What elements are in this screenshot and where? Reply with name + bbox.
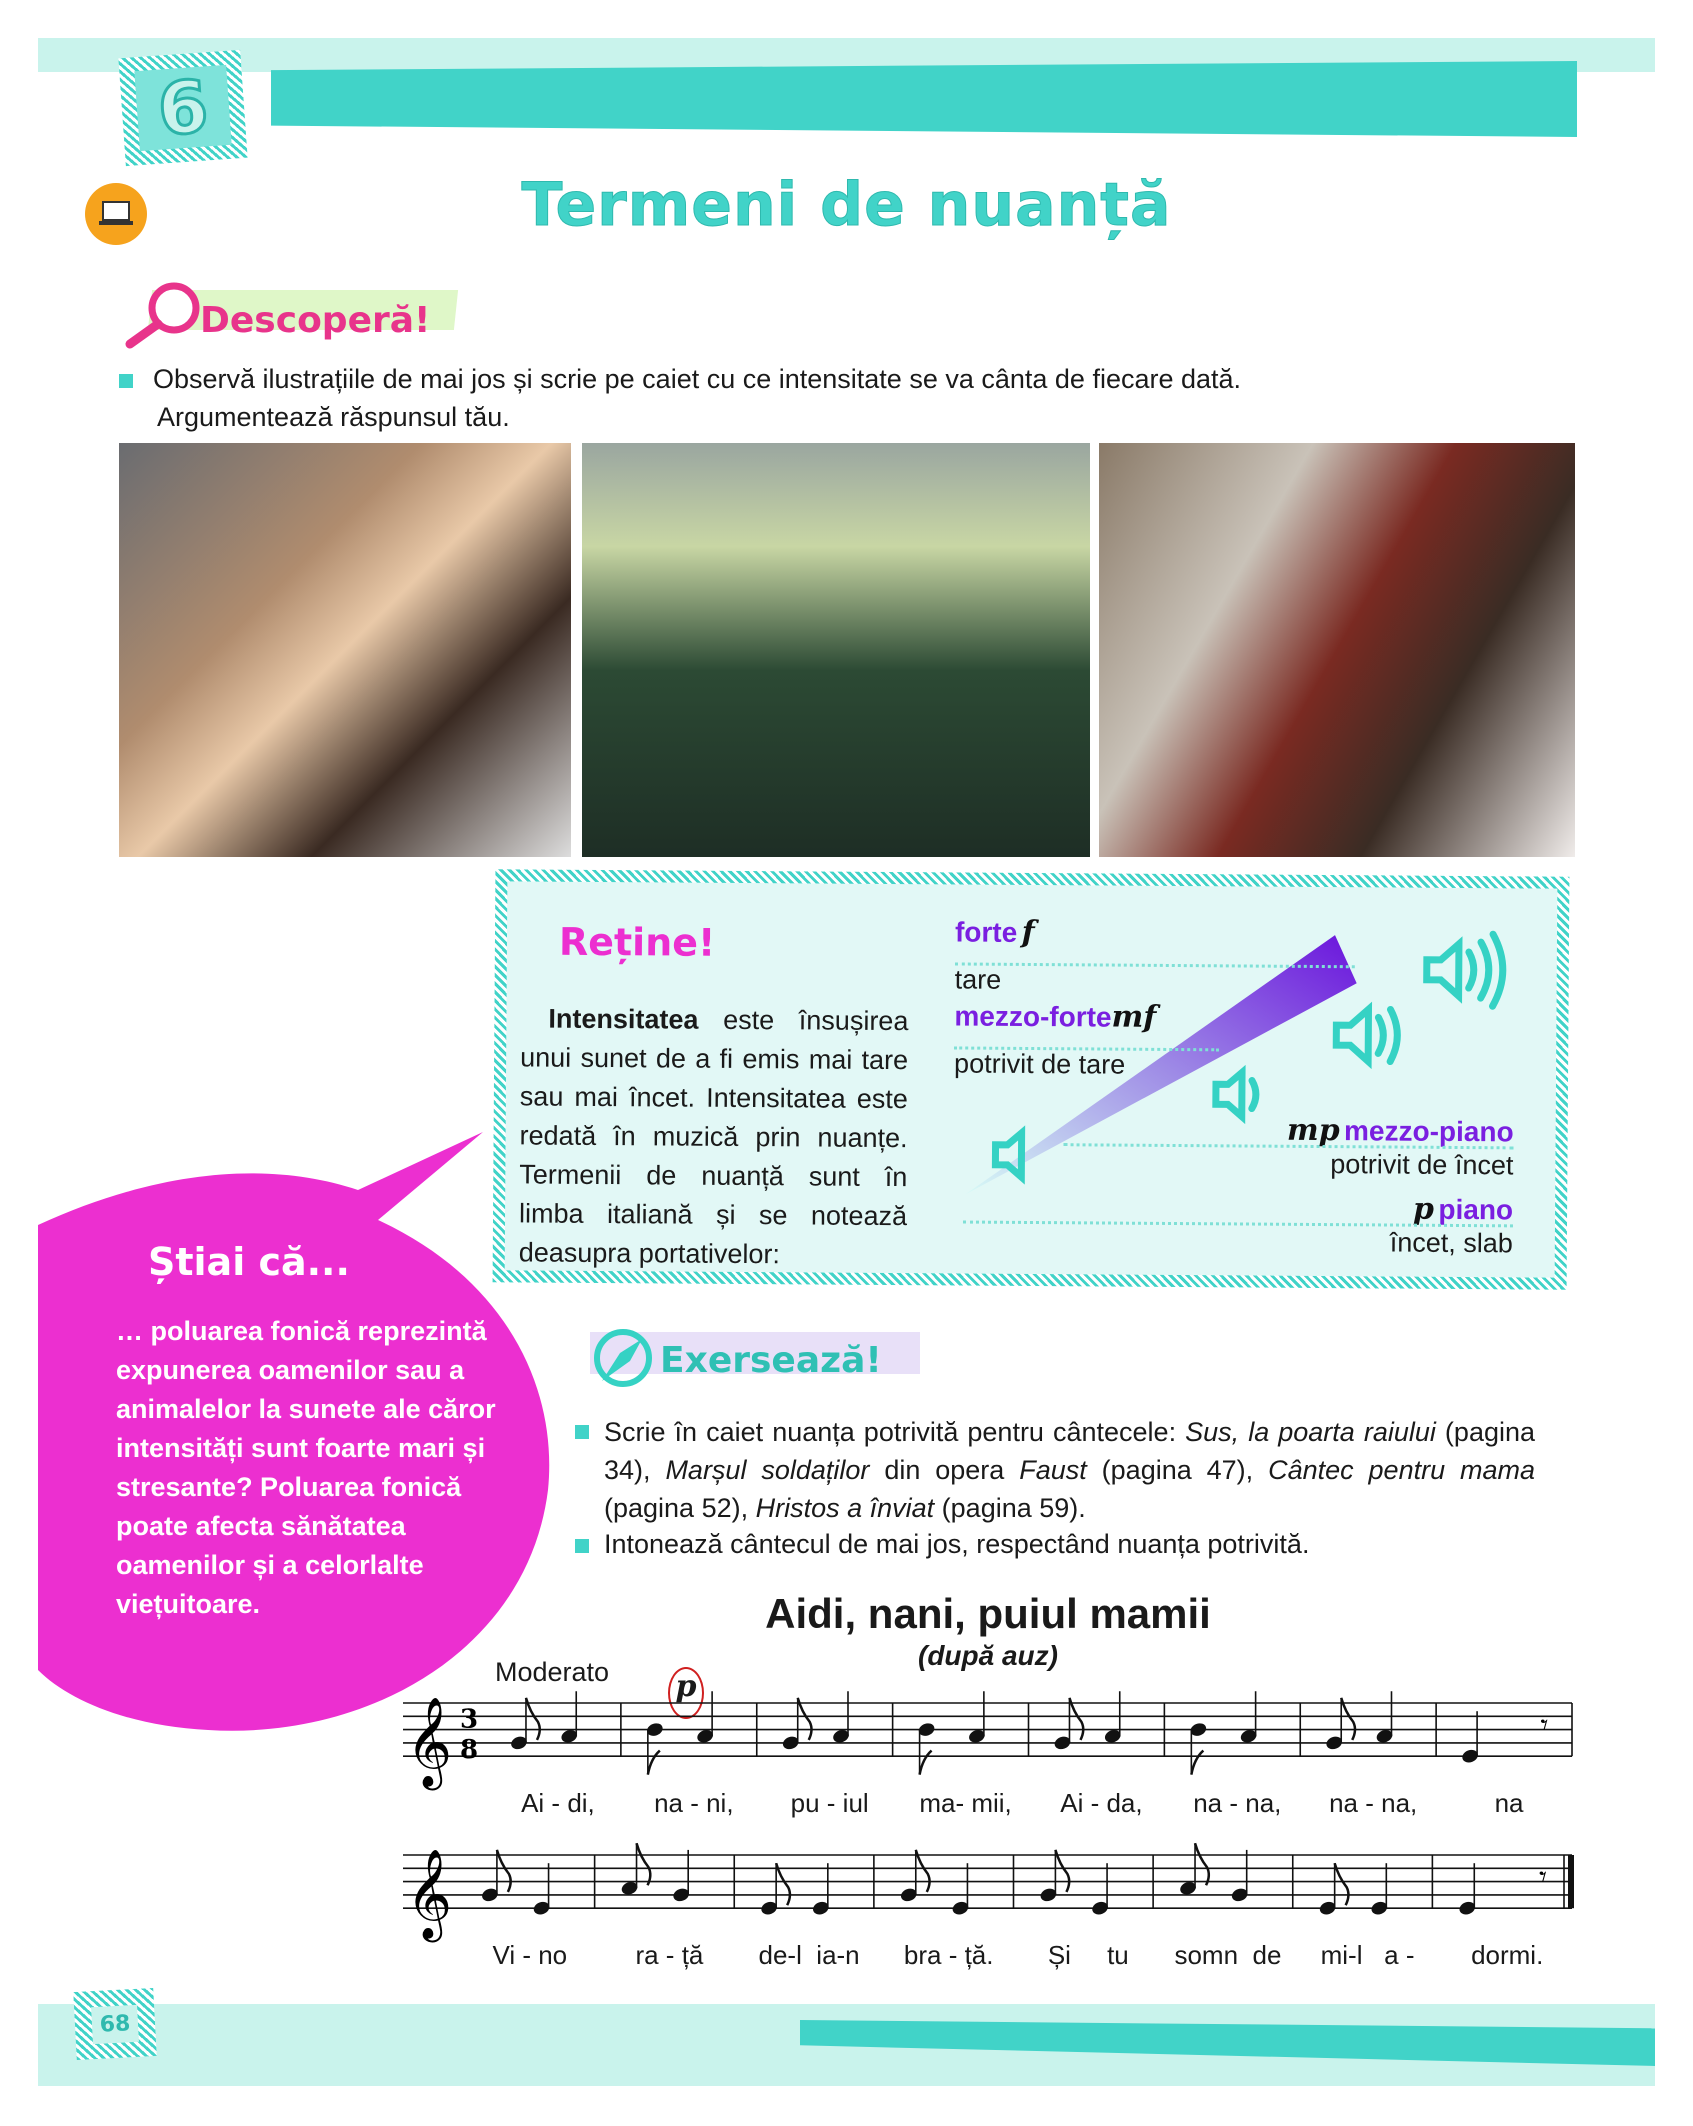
note-flag (1341, 1698, 1355, 1740)
term-forte (955, 914, 1035, 950)
did-you-know-text: … poluarea fonică reprezintă expunerea oamenilor sau a animalelor la sunete ale căror intensități sunt foarte mari și stresante? Poluarea fonică poate afecta sănătatea oamenilor și a celorlalte viețuitoare. (116, 1316, 496, 1619)
dynamic-symbol: f (1021, 914, 1035, 951)
term-meaning: încet, slab (1389, 1227, 1513, 1259)
term-meaning: potrivit de tare (954, 1048, 1126, 1080)
note-flag (497, 1850, 511, 1892)
note-flag (1069, 1698, 1083, 1740)
bullet-icon (575, 1539, 589, 1553)
note-flag (776, 1863, 790, 1905)
note-flag (1191, 1751, 1203, 1775)
song-subtitle: (după auz) (918, 1640, 1058, 1671)
term-name: mezzo-piano (1343, 1115, 1514, 1148)
term-intensitatea: Intensitatea (548, 1003, 699, 1035)
treble-clef: 𝄞 (406, 1697, 453, 1788)
lyric-syllables: Și tu (1047, 1940, 1129, 1970)
note-flag (920, 1751, 932, 1775)
exercise-item-1: Scrie în caiet nuanța potrivită pentru cântecele: Sus, la poarta raiului (pagina 34), Marșul soldaților din opera Faust (pagina 47), Cântec pentru mama (pagina 52), Hristos a înviat (pagina 59). (575, 1413, 1535, 1527)
discover-heading: Descoperă! (200, 300, 431, 341)
term-meaning: potrivit de încet (1330, 1149, 1514, 1181)
term-name: mezzo-forte (954, 1000, 1112, 1033)
dynamic-symbol: mp (1286, 1112, 1340, 1149)
page-number: 68 (91, 2004, 139, 2043)
definition: este însușirea unui sunet de a fi emis mai tare sau mai încet. Intensitatea este redată în muzică prin nuanțe. Termenii de nuanță sunt în limba italiană și se notează deasupra portativelor: (518, 1004, 909, 1270)
eighth-rest: 𝄾 (1538, 1859, 1547, 1895)
note-flag (637, 1843, 651, 1885)
note-flag (648, 1751, 660, 1775)
speaker-icon-loud (1427, 934, 1504, 1007)
term-piano (1413, 1192, 1513, 1228)
treble-clef: 𝄞 (406, 1849, 453, 1940)
dynamic-symbol: p (1412, 1191, 1435, 1227)
time-signature-bottom: 8 (460, 1735, 479, 1766)
term-mezzo-forte (954, 998, 1156, 1034)
lyric-syllables: de-l ia-n (758, 1940, 860, 1970)
photo-string-musicians (1099, 443, 1575, 857)
remember-box (493, 869, 1570, 1289)
staff-svg (400, 1660, 1580, 1800)
term-mezzo-piano (1287, 1113, 1514, 1150)
term-name: forte (954, 916, 1018, 948)
staff-svg (400, 1812, 1580, 1952)
photo-mother-baby (119, 443, 571, 857)
song-title: Aidi, nani, puiul mamii (765, 1590, 1211, 1637)
discover-instruction (119, 360, 1241, 436)
remember-heading: Reține! (558, 919, 716, 965)
lyric-syllables: na - na, (1329, 1788, 1418, 1818)
instruction-line: Observă ilustrațiile de mai jos și scrie pe caiet cu ce intensitate se va cânta de fiecare dată. (153, 364, 1242, 394)
music-staff-2 (400, 1812, 1580, 2002)
bullet-icon (575, 1425, 589, 1439)
pencil-check-icon (590, 1325, 656, 1391)
lyric-syllables: na - ni, (654, 1788, 734, 1818)
page-title: Termeni de nuanță (521, 170, 1172, 240)
lyric-syllables: na (1494, 1788, 1524, 1818)
lyric-syllables: pu - iul (790, 1788, 869, 1818)
note-flag (1335, 1863, 1349, 1905)
note-flag (1055, 1850, 1069, 1892)
speaker-icon-quiet (995, 1133, 1021, 1177)
lyric-syllables: Vi - no (492, 1940, 568, 1970)
speaker-icon-soft (1216, 1072, 1256, 1116)
magnifier-icon (122, 280, 212, 350)
term-name: piano (1438, 1193, 1514, 1226)
lesson-badge (118, 50, 247, 166)
lyric-syllables: dormi. (1471, 1940, 1544, 1970)
exercise-text: Intonează cântecul de mai jos, respectând nuanța potrivită. (604, 1529, 1310, 1559)
did-you-know-heading: Știai că... (148, 1240, 350, 1284)
lyric-syllables: mi-l a - (1320, 1940, 1415, 1970)
exercise-heading: Exersează! (660, 1340, 882, 1381)
lyric-syllables: somn de (1174, 1940, 1282, 1970)
note-flag (526, 1698, 540, 1740)
lesson-number: 6 (134, 65, 231, 151)
instruction-line: Argumentează răspunsul tău. (157, 402, 510, 432)
lyric-syllables: Ai - da, (1060, 1788, 1143, 1818)
note-flag (916, 1850, 930, 1892)
speaker-icon-medium (1336, 1009, 1397, 1061)
dynamic-marking-piano: p (668, 1667, 704, 1719)
lyric-syllables: bra - ță. (903, 1940, 994, 1970)
lyric-syllables: Ai - di, (521, 1788, 595, 1818)
lyric-syllables: ra - ță (635, 1940, 704, 1970)
note-flag (798, 1698, 812, 1740)
tempo-marking: Moderato (495, 1657, 610, 1687)
photo-marching-band (582, 443, 1090, 857)
lyric-syllables: ma- mii, (919, 1788, 1012, 1818)
page-number-badge (73, 1988, 156, 2060)
lyric-syllables: na - na, (1193, 1788, 1282, 1818)
note-flag (1195, 1843, 1209, 1885)
remember-text (519, 999, 909, 1275)
term-meaning: tare (954, 964, 1002, 995)
eighth-rest: 𝄾 (1540, 1707, 1549, 1743)
dynamic-symbol: mf (1111, 999, 1157, 1035)
time-signature-top: 3 (460, 1704, 479, 1735)
top-bar (271, 61, 1577, 137)
final-barline-thick (1568, 1855, 1574, 1908)
bullet-icon (119, 374, 133, 388)
exercise-item-2 (575, 1525, 1309, 1563)
